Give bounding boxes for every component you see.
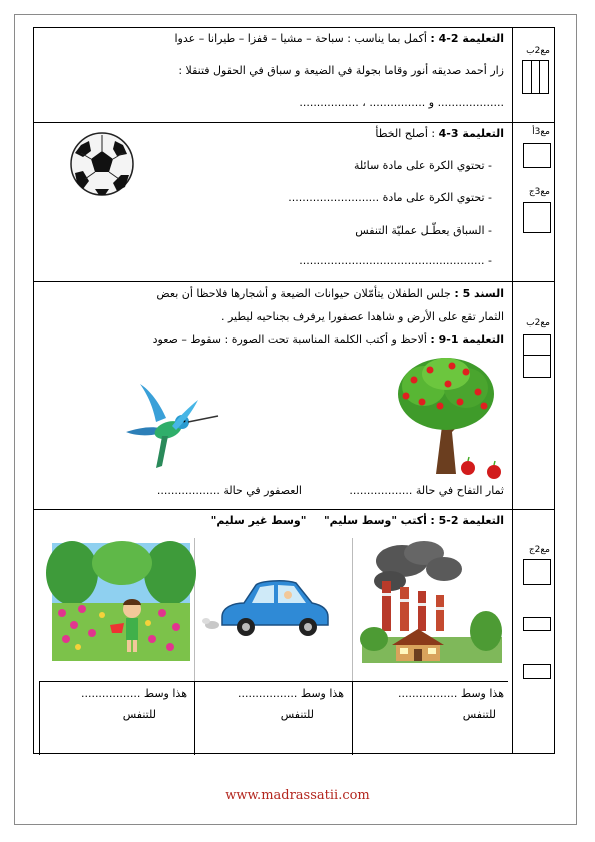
section4-instruction-text: أكتب	[400, 514, 427, 527]
section4-score-box-3[interactable]	[523, 664, 551, 679]
section2-score-box-2[interactable]	[523, 202, 551, 233]
section4-instruction	[211, 514, 504, 527]
answer-cell-2-line2: للتنفس	[280, 708, 314, 721]
option-healthy: "وسط سليم"	[323, 514, 398, 527]
section4-score-label: مع2ج	[528, 545, 550, 555]
section3-instruction	[153, 333, 504, 346]
picture-col-divider-bottom	[352, 681, 353, 755]
option-unhealthy: "وسط غير سليم"	[210, 514, 307, 527]
section1-instruction-label: التعليمة 2-4 :	[430, 32, 504, 45]
apples-caption[interactable]: ثمار التفاح في حالة ..................	[349, 484, 504, 497]
picture-table-left	[39, 681, 40, 755]
answer-cell-3-line2: للتنفس	[122, 708, 156, 721]
section1-blanks[interactable]: ................... و ................ ، .................	[299, 96, 504, 109]
answer-cell-1-line1[interactable]: هذا وسط .................	[397, 687, 504, 700]
section1-instruction	[175, 32, 505, 45]
apple-tree-image	[386, 356, 506, 474]
car-image	[204, 573, 344, 643]
section2-item-4[interactable]: - .....................................................	[299, 254, 492, 267]
section3-score-box[interactable]	[523, 334, 551, 378]
section3-instruction-text: ألاحظ و أكتب الكلمة المناسبة تحت الصورة : سقوط – صعود	[152, 333, 427, 346]
section2-instruction-label: التعليمة 3-4	[438, 127, 504, 140]
section3-document-line2: الثمار تقع على الأرض و شاهدا عصفورا يرفرف بجناحيه ليطير .	[220, 310, 504, 323]
bird-caption[interactable]: العصفور في حالة ..................	[156, 484, 302, 497]
section2-score-box-1[interactable]	[523, 143, 551, 168]
section4-instruction-label: التعليمة 2-5 :	[430, 514, 504, 527]
section3-score-label: مع2ب	[526, 318, 550, 328]
section2-item-2[interactable]: - تحتوي الكرة على مادة ..........................	[288, 191, 492, 204]
picture-col-divider-bottom	[194, 681, 195, 755]
section2-instruction	[375, 127, 504, 140]
section2-instruction-text: : أصلح الخطأ	[375, 127, 436, 140]
section1-sentence: زار أحمد صديقه أنور وقاما بجولة في الضيعة و سباق في الحقول فتنقلا :	[178, 64, 504, 77]
answer-cell-3-line1[interactable]: هذا وسط .................	[80, 687, 187, 700]
section1-score-box[interactable]	[522, 60, 549, 94]
row-divider	[34, 281, 554, 282]
section1-score-label: مع2ب	[526, 46, 550, 56]
section2-item-3: - السباق يعطّـل عمليّة التنفس	[355, 224, 492, 237]
soccer-ball-icon	[69, 131, 135, 197]
answer-cell-2-line1[interactable]: هذا وسط .................	[237, 687, 344, 700]
answer-cell-1-line2: للتنفس	[462, 708, 496, 721]
polluting-factory-image	[362, 541, 502, 663]
section2-item-1: - تحتوي الكرة على مادة سائلة	[354, 159, 492, 172]
section4-score-box-2[interactable]	[523, 617, 551, 631]
hummingbird-image	[120, 378, 220, 470]
section3-document-label: السند 5 :	[454, 287, 504, 300]
section3-document-line1: السند 5 : جلس الطفلان يتأمّلان حيوانات الضيعة و أشجارها فلاحظا أن بعض	[156, 287, 504, 300]
section2-score-label-1: مع3أ	[532, 127, 550, 137]
row-divider	[34, 509, 554, 510]
garden-image	[52, 543, 190, 661]
section4-score-box-1[interactable]	[523, 559, 551, 585]
picture-table-divider	[39, 681, 508, 682]
section1-instruction-text: أكمل بما يناسب : سباحة – مشيا – قفزا – طيرانا – عدوا	[174, 32, 427, 45]
footer-website[interactable]: www.madrassatii.com	[225, 788, 370, 803]
section3-instruction-label: التعليمة 1-9 :	[430, 333, 504, 346]
worksheet-table	[33, 27, 555, 754]
row-divider	[34, 122, 554, 123]
score-column-divider	[512, 28, 513, 753]
section2-score-label-2: مع3ج	[528, 187, 550, 197]
